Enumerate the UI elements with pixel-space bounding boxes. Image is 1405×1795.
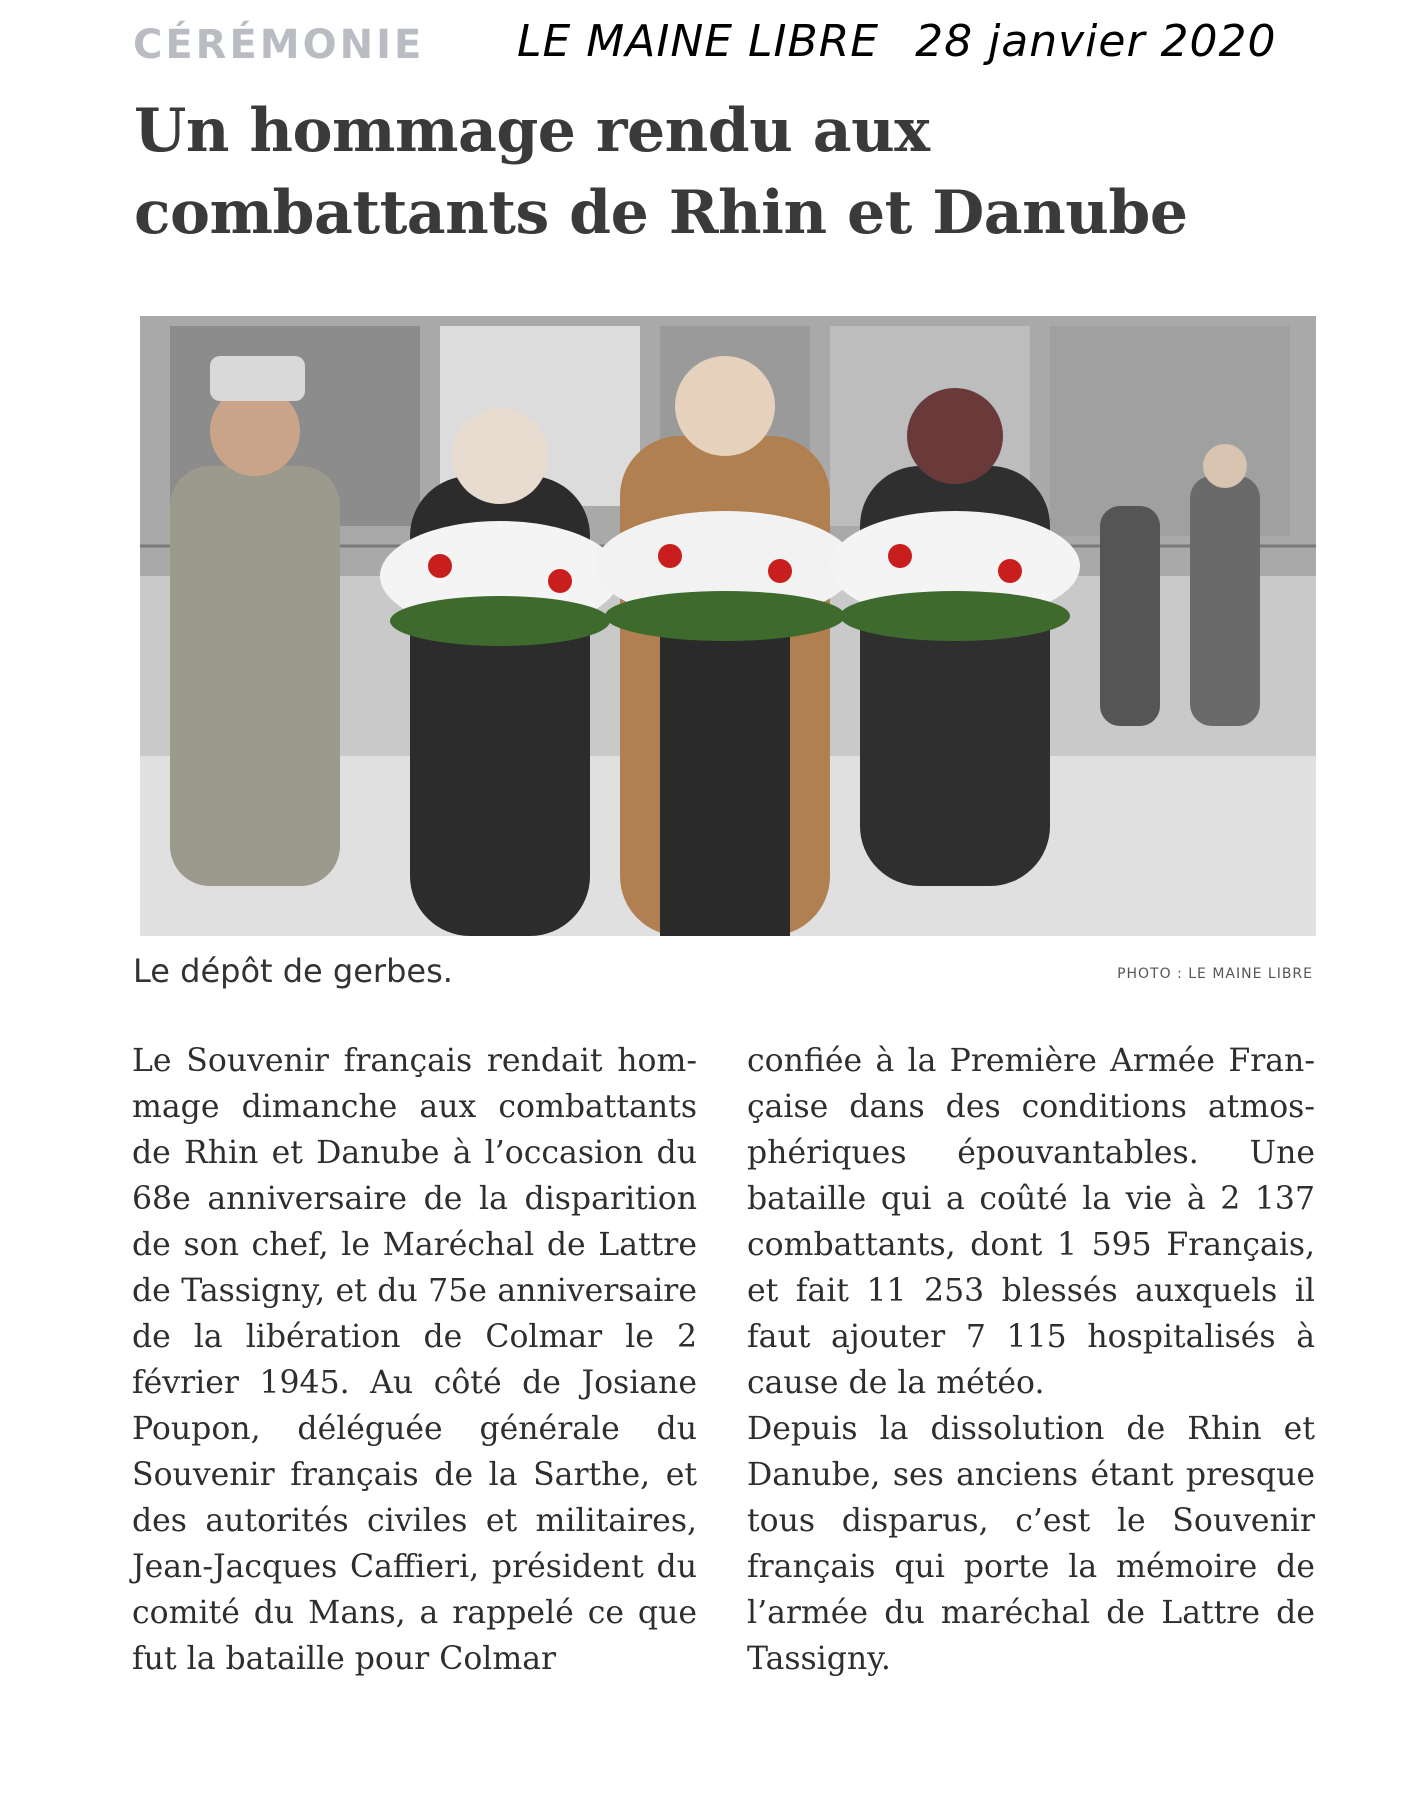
source-date: 28 janvier 2020 xyxy=(915,16,1277,67)
section-rubric: CÉRÉMONIE xyxy=(133,22,425,68)
source-name: LE MAINE LIBRE xyxy=(517,16,880,67)
article-headline: Un hommage rendu aux combattants de Rhin et Danube xyxy=(134,96,1188,248)
article-photo xyxy=(140,316,1316,936)
source-annotation xyxy=(517,16,1277,67)
photo-caption: Le dépôt de gerbes. xyxy=(133,952,453,990)
article-column-left xyxy=(132,1038,697,1682)
body-paragraph: confiée à la Première Armée Française dans des conditions atmosphériques épouvantables. Une bataille qui a coûté la vie à 2 137 combattants, dont 1 595 Français, et fait 11 253 blessés auxquels il faut ajouter 7 115 hospitalisés à cause de la météo. xyxy=(747,1043,1315,1401)
body-paragraph: Le Souvenir français rendait hommage dimanche aux combattants de Rhin et Danube à l’occasion du 68e anniversaire de la disparition de son chef, le Maréchal de Lattre de Tassigny, et du 75e anniversaire de la libération de Colmar le 2 février 1945. Au côté de Josiane Poupon, déléguée générale du Souvenir français de la Sarthe, et des autorités civiles et militaires, Jean-Jacques Caffieri, président du comité du Mans, a rappelé ce que fut la bataille pour Colmar xyxy=(132,1043,697,1677)
photo-credit: PHOTO : LE MAINE LIBRE xyxy=(1117,966,1313,982)
ceremony-photo-illustration xyxy=(140,316,1316,936)
article-column-right xyxy=(747,1038,1315,1682)
body-paragraph: Depuis la dissolution de Rhin et Danube, ses anciens étant presque tous disparus, c’est le Souvenir français qui porte la mémoire de l’armée du maréchal de Lattre de Tassigny. xyxy=(747,1411,1315,1677)
